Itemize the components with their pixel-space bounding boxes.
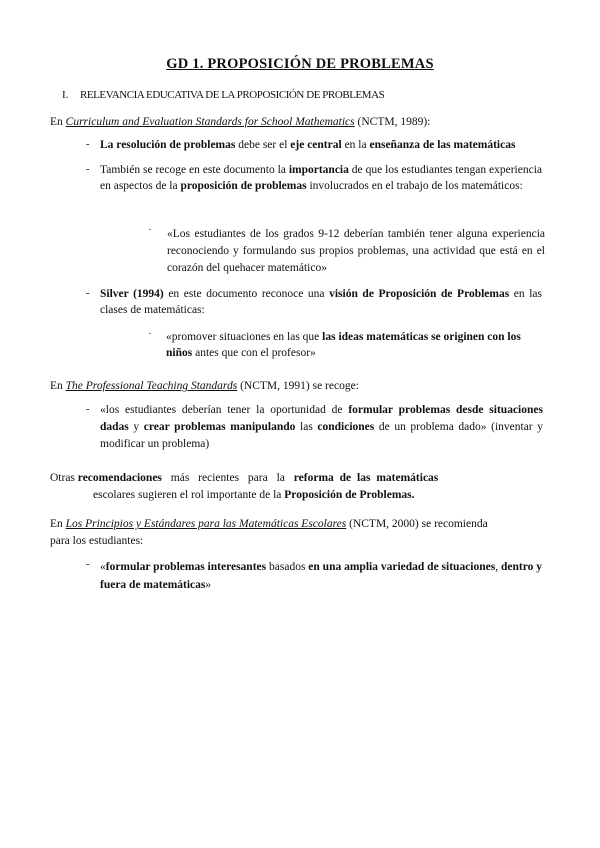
text: más recientes para la — [161, 472, 294, 484]
text: en las clases de matemáticas: — [100, 288, 542, 316]
text: las — [295, 421, 318, 433]
text: Otras — [50, 472, 78, 484]
text-bold: proposición de problemas — [180, 180, 307, 192]
text: En — [50, 116, 66, 128]
bullet-formular — [100, 402, 543, 453]
text-modificar: modificar — [100, 438, 145, 450]
sub-bullet-dot: · — [148, 328, 152, 340]
text-bold: las ideas matemáticas se originen con los niños — [166, 331, 521, 359]
text: « — [100, 561, 106, 573]
text: de que los estudiantes tengan experiencia en aspectos de la — [100, 164, 542, 192]
text-bold: importancia — [288, 164, 349, 176]
sub-bullet-dot: · — [148, 224, 152, 236]
text-bold: enseñanza de las matemáticas — [369, 139, 516, 151]
text: debe ser el — [235, 139, 291, 151]
bullet-importancia — [100, 162, 542, 194]
bullet-silver — [100, 286, 542, 318]
intro-paragraph-2000-line2: para los estudiantes: — [50, 535, 144, 547]
text: escolares sugieren el rol importante de la — [93, 489, 285, 501]
text-bold: recomendaciones — [77, 472, 162, 484]
text: «los estudiantes deberían tener la oportunidad de — [100, 404, 349, 416]
text-bold: reforma de las matemáticas — [293, 472, 439, 484]
page-title: GD 1. PROPOSICIÓN DE PROBLEMAS — [166, 56, 434, 72]
text-bold: eje central — [290, 139, 342, 151]
text: (NCTM, 1991) se recoge: — [237, 380, 359, 392]
paragraph-recomendaciones-line2 — [93, 487, 415, 503]
bullet-formular-interesantes — [100, 558, 542, 594]
text: en la — [341, 139, 370, 151]
text: involucrados en el trabajo de los matemáticos: — [306, 180, 523, 192]
intro-paragraph-1991 — [50, 378, 359, 394]
source-title-1991: The Professional Teaching Standards — [65, 380, 238, 392]
text-bold: Proposición de Problemas. — [284, 489, 415, 501]
bullet-resolucion — [100, 137, 545, 153]
paragraph-recomendaciones-line1 — [50, 470, 438, 486]
text: en este documento reconoce una — [163, 288, 330, 300]
bullet-dash: - — [86, 138, 90, 150]
source-title-2000: Los Principios y Estándares para las Matemáticas Escolares — [65, 518, 347, 530]
text: (NCTM, 1989): — [354, 116, 431, 128]
text: En — [50, 380, 66, 392]
section-number: I. — [62, 89, 69, 101]
text: basados — [266, 561, 309, 573]
text-bold: formular problemas interesantes — [105, 561, 267, 573]
text: También se recoge en este documento la — [100, 164, 289, 176]
text-bold: crear problemas manipulando — [143, 421, 296, 433]
bullet-dash: - — [86, 163, 90, 175]
text: «promover situaciones en las que — [166, 331, 323, 343]
bullet-dash: - — [86, 287, 90, 299]
text-bold: Silver (1994) — [100, 288, 164, 300]
section-heading — [62, 89, 384, 101]
text: un problema) — [144, 438, 210, 450]
quote-promover — [166, 329, 546, 361]
text-bold: condiciones — [317, 421, 375, 433]
text: , — [495, 561, 501, 573]
source-title-1989: Curriculum and Evaluation Standards for School Mathematics — [65, 116, 355, 128]
bullet-dash: - — [86, 403, 90, 415]
text-bold: visión de Proposición de Problemas — [329, 288, 510, 300]
text-bold: en una amplia variedad de situaciones — [308, 561, 496, 573]
text: (NCTM, 2000) se recomienda — [346, 518, 488, 530]
text: y — [128, 421, 144, 433]
text-bold: dentro y fuera de matemáticas — [100, 561, 543, 591]
intro-paragraph-2000 — [50, 516, 488, 532]
text: antes que con el profesor» — [192, 347, 316, 359]
text-bold: La resolución de problemas — [100, 139, 236, 151]
section-heading-text: RELEVANCIA EDUCATIVA DE LA PROPOSICIÓN DE PROBLEMAS — [80, 89, 385, 101]
text: » — [205, 579, 212, 591]
quote-grados-9-12: «Los estudiantes de los grados 9-12 deberían también tener alguna experiencia reconociendo y formulando sus propios problemas, una actividad que está en el corazón del quehacer matemático» — [167, 228, 545, 274]
text-bold: formular problemas desde situaciones dadas — [100, 404, 543, 433]
text: de un problema dado» (inventar y — [374, 421, 543, 433]
intro-paragraph-1989 — [50, 114, 430, 130]
bullet-dash: - — [86, 558, 90, 570]
text: En — [50, 518, 66, 530]
